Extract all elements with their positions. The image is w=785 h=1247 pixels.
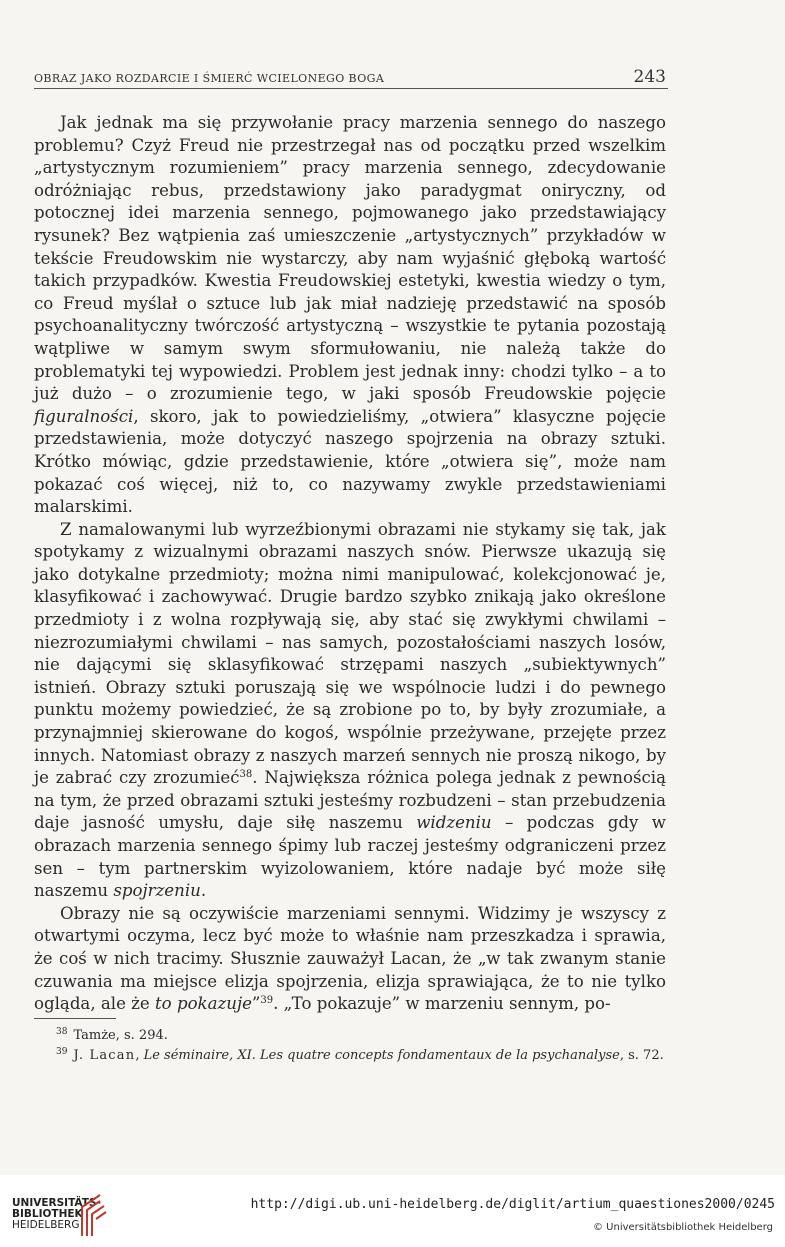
footnote-number: 38 <box>56 1027 68 1037</box>
paragraph-1-text: Jak jednak ma się przywołanie pracy marzenia sennego do naszego problemu? Czyż Freud nie przestrzegał nas od początku przed wszelkim „artystycznym rozumieniem” pracy marzenia sennego, zdecydowanie odróżniając rebus, przedstawiony jako paradygmat oniryczny, od potocznej idei marzenia sennego, pojmowanego jako przedstawiający rysunek? Bez wątpienia zaś umieszczenie „artystycznych” przykładów w tekście Freudowskim nie wystarczy, aby nam wyjaśnić głęboką wartość takich przypadków. Kwestia Freudowskiej estetyki, kwestia wiedzy o tym, co Freud myślał o sztuce lub jak miał nadzieję przedstawić na sposób psychoanalityczny twórczość artystyczną – wszystkie te pytania pozostają wątpliwe w samym swym sformułowaniu, nie należą także do problematyki tej wypowiedzi. Problem jest jednak inny: chodzi tylko – a to już dużo – o zrozumienie tego, w jaki sposób Freudowskie pojęcie <box>34 113 666 404</box>
copyright-notice: © Universitätsbibliothek Heidelberg <box>592 1222 773 1233</box>
paragraph-2 <box>34 519 666 903</box>
italic-term: spojrzeniu <box>113 881 201 901</box>
footnotes <box>34 1026 666 1066</box>
italic-term: widzeniu <box>416 813 492 833</box>
footnote-ref-39[interactable]: 39 <box>260 995 274 1007</box>
paragraph-3-text: Obrazy nie są oczywiście marzeniami sennymi. Widzimy je wszyscy z otwartymi oczyma, lecz być może to właśnie nam przeszkadza i sprawia, że coś w nich tracimy. Słusznie zauważył Lacan, że „w tak zwanym stanie czuwania ma miejsce elizja spojrzenia, elizja sprawiająca, że to nie tylko ogląda, ale że <box>34 903 666 1014</box>
footnote-text: Tamże, s. 294. <box>73 1028 168 1043</box>
digitization-footer <box>0 1175 785 1247</box>
paragraph-3 <box>34 903 666 1016</box>
library-logo-icon <box>78 1193 108 1238</box>
paragraph-1 <box>34 112 666 519</box>
footnote-divider <box>34 1018 116 1019</box>
italic-term: figuralności <box>34 406 134 426</box>
italic-term: to pokazuje <box>155 994 252 1014</box>
library-name-line-2: BIBLIOTHEK <box>12 1208 83 1220</box>
footnote-39 <box>34 1046 666 1066</box>
paragraph-2-mid2: – podczas gdy w obrazach marzenia sennego śpimy lub raczej jesteśmy odgraniczeni przez sen – tym partnerskim wyizolowaniem, które nadaje być może siłę naszemu <box>34 813 666 901</box>
footnote-ref-38[interactable]: 38 <box>239 769 253 781</box>
page-header <box>34 62 668 89</box>
library-name-line-3: HEIDELBERG <box>12 1219 80 1231</box>
paragraph-2-mid: . Największa różnica polega jednak z pewnością na tym, że przed obrazami sztuki jesteśmy rozbudzeni – stan przebudzenia daje jasność umysłu, daje siłę naszemu <box>34 768 666 833</box>
paragraph-1-end: , skoro, jak to powiedzieliśmy, „otwiera” klasyczne pojęcie przedstawienia, może dotyczyć naszego spojrzenia na obrazy sztuki. Krótko mówiąc, gdzie przedstawienie, które „otwiera się”, może nam pokazać coś więcej, niż to, co nazywamy zwykle przedstawieniami malarskimi. <box>34 406 666 517</box>
body-text <box>34 112 666 1016</box>
footnote-title: Le séminaire, XI. Les quatre concepts fondamentaux de la psychanalyse <box>143 1048 620 1063</box>
footnote-38 <box>34 1026 666 1046</box>
footnote-author: J. Lacan <box>73 1048 136 1063</box>
footnote-rest: , s. 72. <box>619 1048 664 1063</box>
paragraph-3-end: . „To pokazuje” w marzeniu sennym, po- <box>273 994 611 1014</box>
closing-quote: ” <box>251 994 261 1014</box>
page-number: 243 <box>633 67 666 87</box>
library-name-line-1: UNIVERSITÄTS- <box>12 1197 101 1209</box>
footnote-number: 39 <box>56 1047 68 1057</box>
paragraph-2-text: Z namalowanymi lub wyrzeźbionymi obrazami nie stykamy się tak, jak spotykamy z wizualnymi obrazami naszych snów. Pierwsze ukazują się jako dotykalne przedmioty; można nimi manipulować, kolekcjonować je, klasyfikować i zachowywać. Drugie bardzo szybko znikają jako określone przedmioty i z wolna rozpływają się, aby stać się zwykłymi chwilami – niezrozumiałymi chwilami – nas samych, pozostałościami naszych losów, nie dającymi się sklasyfikować strzępami naszych „subiektywnych” istnień. Obrazy sztuki poruszają się we wspólnocie ludzi i do pewnego punktu możemy powiedzieć, że są zrobione po to, by były zrozumiałe, a przynajmniej skierowane do kogoś, wspólnie przeżywane, przejęte przez innych. Natomiast obrazy z naszych marzeń sennych nie proszą nikogo, by je zabrać czy zrozumieć <box>34 519 666 788</box>
page-url-link[interactable]: http://digi.ub.uni-heidelberg.de/diglit/artium_quaestiones2000/0245 <box>250 1197 775 1212</box>
paragraph-2-end: . <box>200 881 207 901</box>
footnote-separator: , <box>135 1048 144 1063</box>
running-head: OBRAZ JAKO ROZDARCIE I ŚMIERĆ WCIELONEGO BOGA <box>34 72 385 85</box>
